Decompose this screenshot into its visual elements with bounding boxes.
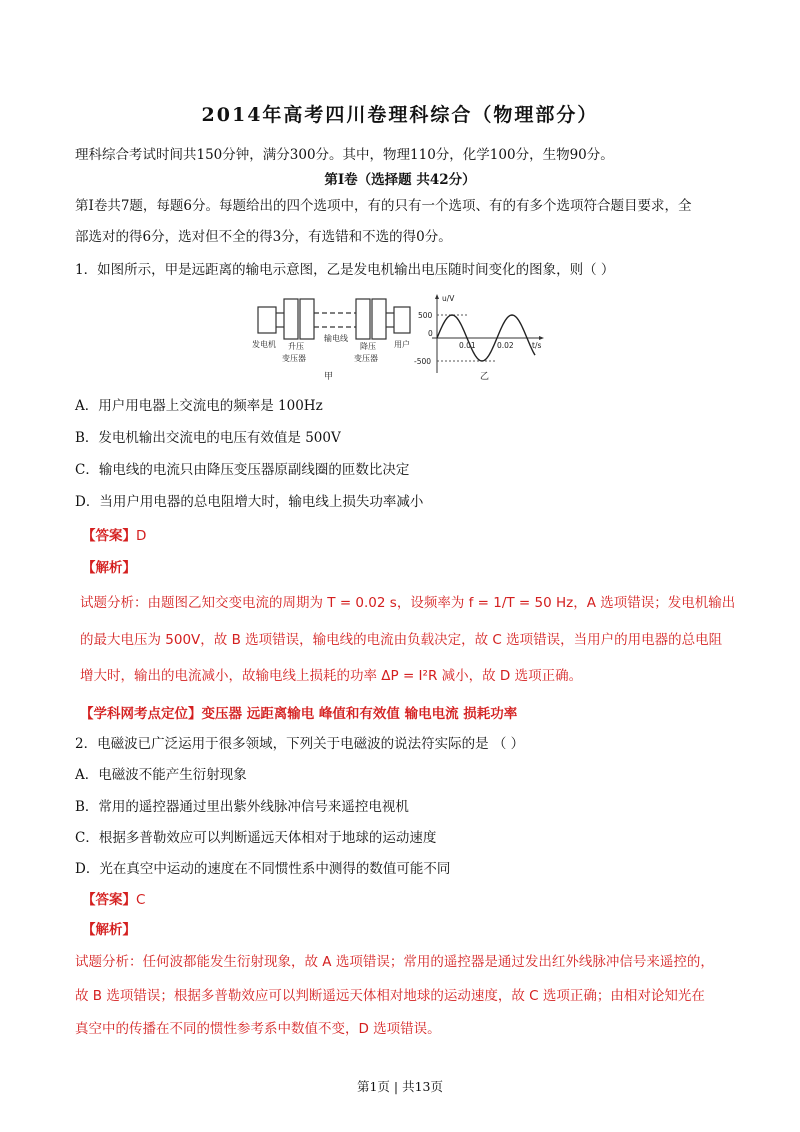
user-label: 用户	[394, 340, 410, 349]
page-footer: 第1页 | 共13页	[356, 1079, 444, 1094]
generator-box	[258, 307, 276, 333]
voltage-time-graph	[414, 294, 544, 382]
question-1-analysis-line-3: 增大时，输出的电流减小，故输电线上损耗的功率 ΔP = I²R 减小，故 D 选项正确。	[80, 668, 583, 684]
question-1-option-d: D．当用户用电器的总电阻增大时，输电线上损失功率减小	[75, 494, 424, 510]
question-1-option-b: B．发电机输出交流电的电压有效值是 500V	[75, 430, 341, 446]
step-down-transformer-primary	[356, 299, 370, 339]
question-1-knowledge-points: 【学科网考点定位】变压器 远距离输电 峰值和有效值 输电电流 损耗功率	[80, 706, 518, 722]
step-up-label-1: 升压	[288, 342, 304, 351]
tick-label-001: 0.01	[459, 341, 476, 350]
transmission-line-label: 输电线	[324, 334, 348, 343]
step-up-transformer-secondary	[300, 299, 314, 339]
question-1-answer	[82, 524, 146, 544]
question-1-stem: 1．如图所示，甲是远距离的输电示意图，乙是发电机输出电压随时间变化的图象，则（ ）	[75, 262, 615, 278]
user-box	[394, 307, 410, 333]
t-axis-label: t/s	[532, 341, 542, 350]
question-2-analysis-line-1: 试题分析：任何波都能发生衍射现象，故 A 选项错误；常用的遥控器是通过发出红外线脉冲信号来遥控的，	[75, 954, 714, 970]
question-2-option-a: A．电磁波不能产生衍射现象	[75, 767, 247, 783]
transmission-diagram	[252, 293, 552, 385]
u-max-label: 500	[418, 311, 433, 320]
generator-label: 发电机	[252, 340, 276, 349]
step-down-transformer-secondary	[372, 299, 386, 339]
answer-value: D	[136, 528, 147, 544]
answer-value: C	[136, 892, 146, 908]
question-1-analysis-line-2: 的最大电压为 500V，故 B 选项错误，输电线的电流由负载决定，故 C 选项错误，当用户的用电器的总电阻	[80, 632, 723, 648]
transmission-schematic	[258, 299, 410, 339]
step-down-label-2: 变压器	[354, 354, 378, 363]
step-up-label-2: 变压器	[282, 354, 306, 363]
figure-label-jia: 甲	[324, 372, 334, 382]
step-down-label-1: 降压	[360, 342, 376, 351]
section-heading: 第Ⅰ卷（选择题 共42分）	[324, 172, 476, 188]
page-title: 2014年高考四川卷理科综合（物理部分）	[201, 104, 599, 126]
question-1-analysis-line-1: 试题分析：由题图乙知交变电流的周期为 T = 0.02 s，设频率为 f = 1/T = 50 Hz，A 选项错误；发电机输出	[80, 595, 736, 611]
answer-tag: 【答案】	[82, 892, 136, 908]
question-2-analysis-line-2: 故 B 选项错误；根据多普勒效应可以判断遥远天体相对地球的运动速度，故 C 选项正确；由相对论知光在	[75, 988, 705, 1004]
tick-label-002: 0.02	[497, 341, 514, 350]
question-1-analysis-tag: 【解析】	[82, 560, 136, 576]
question-2-option-c: C．根据多普勒效应可以判断遥远天体相对于地球的运动速度	[75, 830, 437, 846]
figure-label-yi: 乙	[480, 372, 490, 382]
answer-tag: 【答案】	[82, 528, 136, 544]
u-min-label: -500	[414, 357, 432, 366]
origin-label: 0	[428, 329, 433, 338]
question-2-answer	[82, 888, 145, 908]
exam-intro: 理科综合考试时间共150分钟，满分300分。其中，物理110分，化学100分，生物90分。	[75, 147, 614, 163]
u-axis-label: u/V	[442, 294, 455, 303]
section-description-line-1: 第Ⅰ卷共7题，每题6分。每题给出的四个选项中，有的只有一个选项、有的有多个选项符合题目要求，全	[75, 198, 692, 214]
question-1-option-a: A．用户用电器上交流电的频率是 100Hz	[75, 398, 323, 414]
step-up-transformer-primary	[284, 299, 298, 339]
section-description-line-2: 部选对的得6分，选对但不全的得3分，有选错和不选的得0分。	[75, 229, 452, 245]
question-2-option-d: D．光在真空中运动的速度在不同惯性系中测得的数值可能不同	[75, 861, 451, 877]
question-2-analysis-line-3: 真空中的传播在不同的惯性参考系中数值不变，D 选项错误。	[75, 1021, 441, 1037]
question-1-figure	[252, 293, 552, 389]
question-2-stem: 2．电磁波已广泛运用于很多领域，下列关于电磁波的说法符实际的是 （ ）	[75, 736, 525, 752]
question-1-option-c: C．输电线的电流只由降压变压器原副线圈的匝数比决定	[75, 462, 410, 478]
question-2-analysis-tag: 【解析】	[82, 922, 136, 938]
question-2-option-b: B．常用的遥控器通过里出紫外线脉冲信号来遥控电视机	[75, 799, 409, 815]
